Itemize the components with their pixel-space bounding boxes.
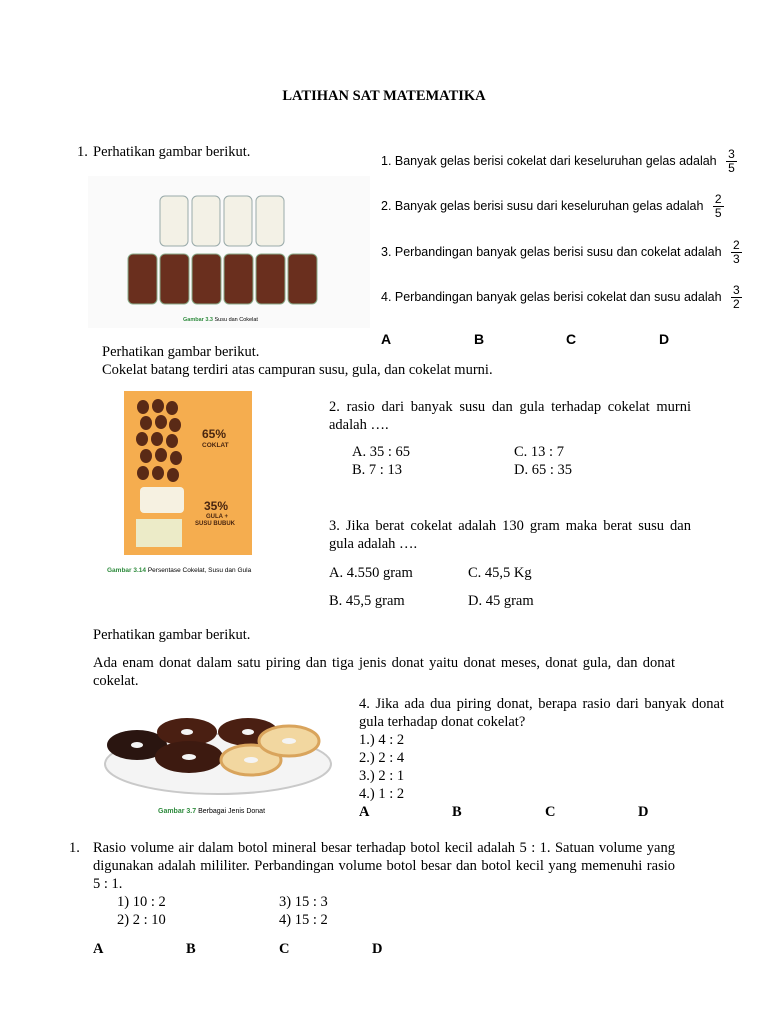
coklat-percent: 65% bbox=[202, 427, 227, 441]
section3-description: Ada enam donat dalam satu piring dan tiga jenis donat yaitu donat meses, donat gula, dan donat cokelat. bbox=[93, 655, 675, 689]
section2-intro: Perhatikan gambar berikut. bbox=[102, 344, 260, 360]
q4-answer-c[interactable]: C bbox=[545, 804, 556, 820]
q3-option-b[interactable]: B. 45,5 gram bbox=[329, 593, 405, 609]
q3-option-a[interactable]: A. 4.550 gram bbox=[329, 565, 413, 581]
fraction-denominator: 5 bbox=[714, 206, 722, 220]
fraction bbox=[731, 284, 742, 311]
statement-text: 3. Perbandingan banyak gelas berisi susu dan cokelat adalah bbox=[381, 244, 722, 259]
section3-caption-prefix: Gambar 3.7 bbox=[158, 808, 197, 815]
q1-statement-2 bbox=[381, 193, 724, 220]
page-title: LATIHAN SAT MATEMATIKA bbox=[282, 88, 486, 104]
fraction-denominator: 5 bbox=[728, 161, 735, 175]
sugar-pile-icon bbox=[140, 487, 184, 513]
chocolate-composition-image bbox=[124, 391, 252, 555]
section2-description: Cokelat batang terdiri atas campuran susu, gula, dan cokelat murni. bbox=[102, 362, 493, 378]
q1-statement-1 bbox=[381, 148, 737, 175]
section4-answer-c[interactable]: C bbox=[279, 941, 290, 957]
section4-option-2[interactable]: 2) 2 : 10 bbox=[117, 912, 166, 928]
coklat-label: COKLAT bbox=[202, 442, 229, 449]
milk-powder-icon bbox=[136, 519, 182, 547]
q1-statement-4 bbox=[381, 284, 742, 311]
q1-caption-text: Susu dan Cokelat bbox=[214, 317, 258, 323]
fraction-denominator: 2 bbox=[733, 297, 740, 311]
section3-caption-text: Berbagai Jenis Donat bbox=[198, 808, 266, 815]
section4-number: 1. bbox=[69, 840, 80, 856]
q2-option-c[interactable]: C. 13 : 7 bbox=[514, 444, 564, 460]
section4-answer-a[interactable]: A bbox=[93, 941, 104, 957]
fraction-numerator: 3 bbox=[728, 147, 735, 161]
q2-option-d[interactable]: D. 65 : 35 bbox=[514, 462, 572, 478]
q1-option-a[interactable]: A bbox=[381, 331, 392, 347]
q1-statement-3 bbox=[381, 239, 742, 266]
q1-number: 1. bbox=[77, 144, 88, 160]
q1-option-b[interactable]: B bbox=[474, 331, 485, 347]
q1-caption-prefix: Gambar 3.3 bbox=[183, 317, 213, 323]
fraction-numerator: 2 bbox=[714, 192, 722, 206]
gula-label-2: SUSU BUBUK bbox=[195, 521, 236, 527]
q4-answer-d[interactable]: D bbox=[638, 804, 649, 820]
section4-text: Rasio volume air dalam botol mineral besar terhadap botol kecil adalah 5 : 1. Satuan volume yang digunakan adalah mililiter. Perbandingan volume botol besar dan botol kecil yang memenuhi rasio 5 : 1. bbox=[93, 840, 675, 892]
q3-option-c[interactable]: C. 45,5 Kg bbox=[468, 565, 532, 581]
donut-plate-image bbox=[101, 712, 335, 804]
statement-text: 4. Perbandingan banyak gelas berisi cokelat dan susu adalah bbox=[381, 289, 722, 304]
q4-option-3[interactable]: 3.) 2 : 1 bbox=[359, 768, 405, 784]
q4-answer-a[interactable]: A bbox=[359, 804, 370, 820]
cocoa-beans-icon bbox=[134, 399, 184, 491]
fraction-numerator: 3 bbox=[733, 283, 740, 297]
section2-caption-prefix: Gambar 3.14 bbox=[107, 567, 147, 574]
q2-text: 2. rasio dari banyak susu dan gula terhadap cokelat murni adalah …. bbox=[329, 399, 691, 433]
gula-percent: 35% bbox=[204, 499, 229, 513]
q4-option-2[interactable]: 2.) 2 : 4 bbox=[359, 750, 405, 766]
fraction bbox=[713, 193, 724, 220]
section3-image-caption bbox=[158, 808, 265, 815]
q1-intro: Perhatikan gambar berikut. bbox=[93, 144, 251, 160]
section4-option-3[interactable]: 3) 15 : 3 bbox=[279, 894, 328, 910]
q2-option-b[interactable]: B. 7 : 13 bbox=[352, 462, 402, 478]
fraction-denominator: 3 bbox=[733, 252, 740, 266]
section4-option-4[interactable]: 4) 15 : 2 bbox=[279, 912, 328, 928]
statement-text: 2. Banyak gelas berisi susu dari keseluruhan gelas adalah bbox=[381, 198, 704, 213]
fraction bbox=[731, 239, 742, 266]
q4-answer-b[interactable]: B bbox=[452, 804, 462, 820]
q4-option-4[interactable]: 4.) 1 : 2 bbox=[359, 786, 405, 802]
section2-image-caption bbox=[107, 567, 251, 574]
fraction-numerator: 2 bbox=[733, 238, 740, 252]
section4-answer-b[interactable]: B bbox=[186, 941, 196, 957]
q2-option-a[interactable]: A. 35 : 65 bbox=[352, 444, 410, 460]
section4-answer-d[interactable]: D bbox=[372, 941, 383, 957]
q4-option-1[interactable]: 1.) 4 : 2 bbox=[359, 732, 405, 748]
q1-image-caption bbox=[183, 317, 258, 323]
milk-chocolate-glasses-image bbox=[88, 176, 370, 328]
q3-text: 3. Jika berat cokelat adalah 130 gram maka berat susu dan gula adalah …. bbox=[329, 518, 691, 552]
section3-intro: Perhatikan gambar berikut. bbox=[93, 627, 251, 643]
q1-option-d[interactable]: D bbox=[659, 331, 670, 347]
q4-text: 4. Jika ada dua piring donat, berapa rasio dari banyak donat gula terhadap donat cokelat? bbox=[359, 696, 724, 730]
q1-option-c[interactable]: C bbox=[566, 331, 577, 347]
section2-caption-text: Persentase Cokelat, Susu dan Gula bbox=[147, 567, 252, 574]
section4-option-1[interactable]: 1) 10 : 2 bbox=[117, 894, 166, 910]
q3-option-d[interactable]: D. 45 gram bbox=[468, 593, 534, 609]
statement-text: 1. Banyak gelas berisi cokelat dari keseluruhan gelas adalah bbox=[381, 153, 717, 168]
fraction bbox=[726, 148, 737, 175]
gula-label-1: GULA + bbox=[206, 514, 228, 520]
